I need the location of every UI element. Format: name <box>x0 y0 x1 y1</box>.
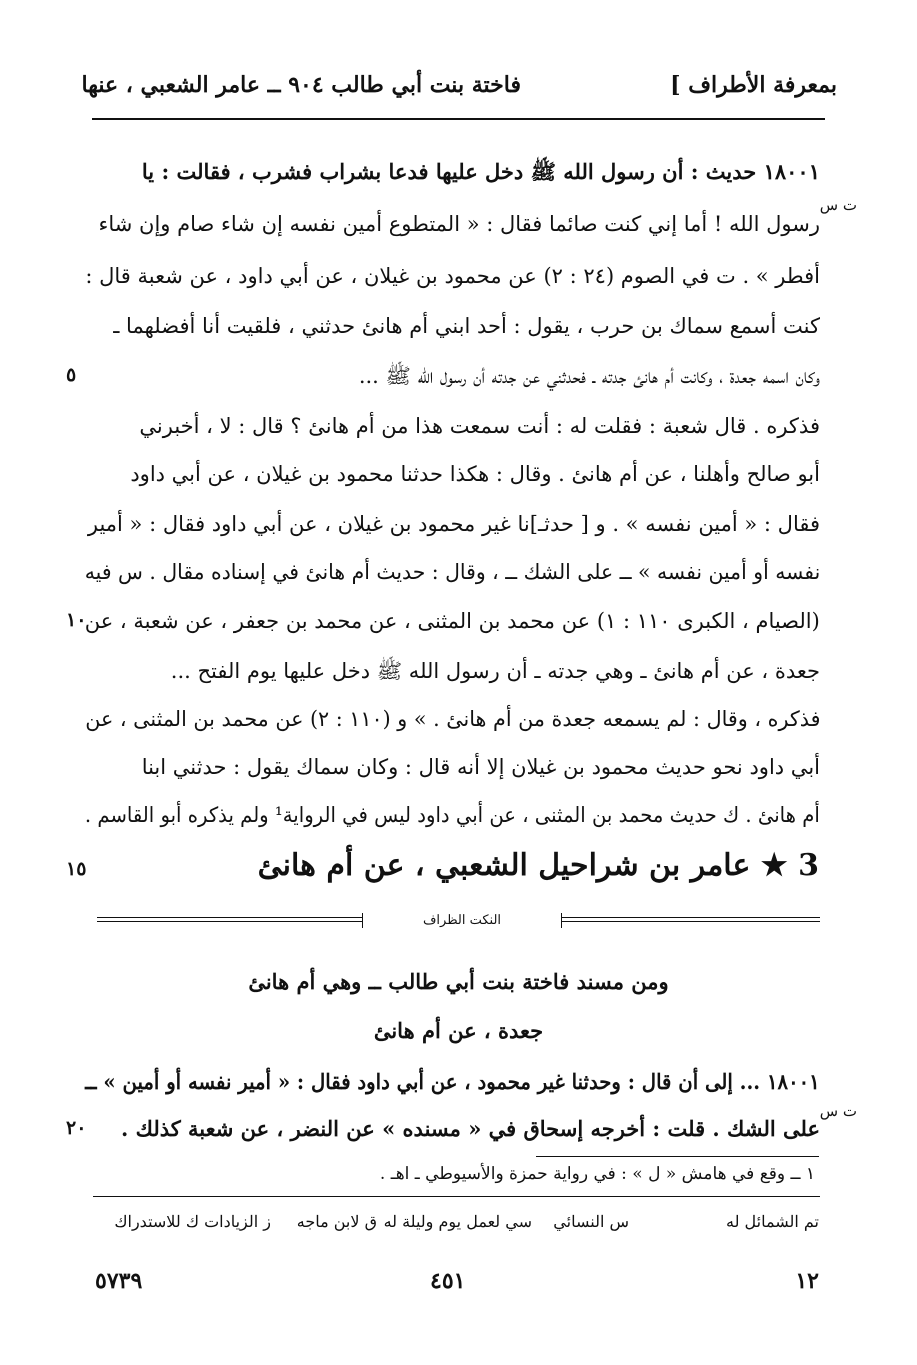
body-line-2: رسول الله ! أما إني كنت صائما فقال : « المتطوع أمين نفسه إن شاء صام وإن شاء <box>98 212 820 236</box>
footer-page-number: ١٢ <box>795 1268 819 1294</box>
legend-item-shamail: تم الشمائل له <box>725 1212 819 1231</box>
body-line-7: أبو صالح وأهلنا ، عن أم هانئ . وقال : هكذا حدثنا محمود بن غيلان ، عن أبي داود <box>130 462 820 486</box>
line-number-10: ١٠ <box>66 609 87 631</box>
body-line-13: أبي داود نحو حديث محمود بن غيلان إلا أنه قال : وكان سماك يقول : حدثني ابنا <box>141 755 820 779</box>
legend-item-istidrak: ك للاستدراك <box>114 1212 199 1231</box>
body-line-4: كنت أسمع سماك بن حرب ، يقول : أحد ابني أم هانئ حدثني ، فلقيت أنا أفضلهما ـ <box>113 314 820 338</box>
running-header-right: بمعرفة الأطراف ] <box>670 72 837 98</box>
line-number-15: ١٥ <box>66 858 87 880</box>
nukat-line-2: على الشك . قلت : أخرجه إسحاق في « مسنده » عن النضر ، عن شعبة كذلك . <box>121 1116 820 1141</box>
body-line-6: فذكره . قال شعبة : فقلت له : أنت سمعت هذا من أم هانئ ؟ قال : لا ، أخبرني <box>139 414 820 438</box>
running-header-title: فاختة بنت أبي طالب ٩٠٤ ــ عامر الشعبي ، عنها <box>81 72 521 98</box>
body-line-3: أفطر » . ت في الصوم (٢٤ : ٢) عن محمود بن غيلان ، عن أبي داود ، عن شعبة قال : <box>85 264 820 288</box>
body-line-10: (الصيام ، الكبرى ١١٠ : ١) عن محمد بن المثنى ، عن محمد بن جعفر ، عن شعبة ، عن <box>84 609 820 633</box>
body-line-5: وكان اسمه جعدة ، وكانت أم هانئ جدته ـ فحدثني عن جدته أن رسول الله ﷺ ... <box>358 364 820 388</box>
body-line-1: ١٨٠٠١ حديث : أن رسول الله ﷺ دخل عليها فدعا بشراب فشرب ، فقالت : يا <box>141 159 820 184</box>
nukat-line-1: ١٨٠٠١ ... إلى أن قال : وحدثنا غير محمود ، عن أبي داود فقال : « أمير نفسه أو أمين » ــ <box>85 1069 820 1094</box>
legend-item-ziyadat: ز الزيادات <box>204 1212 271 1231</box>
nukat-subtitle: جعدة ، عن أم هانئ <box>373 1018 544 1043</box>
legend-item-nasai: س النسائي <box>553 1212 629 1231</box>
footer-center-number: ٤٥١ <box>430 1268 466 1294</box>
legend-rule <box>93 1196 820 1197</box>
body-line-8: فقال : « أمين نفسه » . و [ حدثـ]نا غير محمود بن غيلان ، عن أبي داود فقال : « أمير <box>87 512 820 536</box>
header-rule <box>92 118 825 120</box>
footnote: ١ ــ وقع في هامش « ل » : في رواية حمزة والأسيوطي ـ اهـ . <box>379 1164 815 1184</box>
legend-item-ibn-majah: ق لابن ماجه <box>296 1212 377 1231</box>
margin-siglum-2: ت س <box>819 1102 857 1120</box>
body-line-12: فذكره ، وقال : لم يسمعه جعدة من أم هانئ . » و (١١٠ : ٢) عن محمد بن المثنى ، عن <box>84 707 820 731</box>
line-number-5: ٥ <box>66 364 77 386</box>
nukat-title: ومن مسند فاختة بنت أبي طالب ــ وهي أم هانئ <box>248 969 669 994</box>
body-line-9: نفسه أو أمين نفسه » ــ على الشك ــ ، وقال : حديث أم هانئ في إسناده مقال . س فيه <box>84 560 820 584</box>
legend-item-amal-yawm: سي لعمل يوم وليلة له <box>383 1212 532 1231</box>
section-heading: 3 ★ عامر بن شراحيل الشعبي ، عن أم هانئ <box>257 848 819 883</box>
margin-siglum-1: ت س <box>819 196 857 214</box>
footnote-rule <box>536 1156 819 1157</box>
footer-left-number: ٥٧٣٩ <box>95 1268 143 1294</box>
ornament-label: النكت الظراف <box>362 913 562 928</box>
body-line-14: أم هانئ . ك حديث محمد بن المثنى ، عن أبي داود ليس في الرواية¹ ولم يذكره أبو القاسم . <box>85 803 820 827</box>
line-number-20: ٢٠ <box>66 1117 87 1139</box>
body-line-11: جعدة ، عن أم هانئ ـ وهي جدته ـ أن رسول الله ﷺ دخل عليها يوم الفتح ... <box>170 659 820 683</box>
